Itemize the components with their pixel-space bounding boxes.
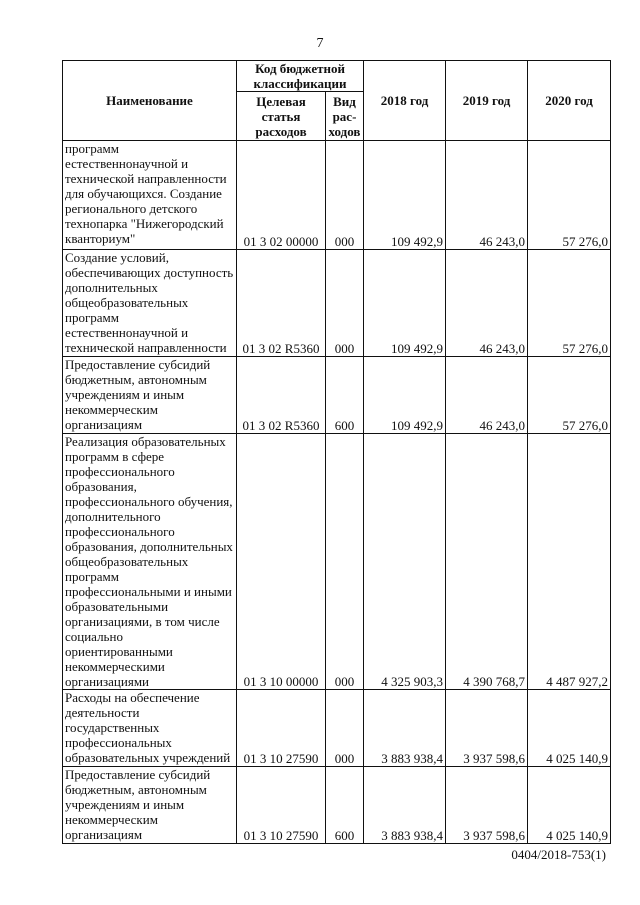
row-type: 000	[326, 690, 364, 767]
page-number: 7	[316, 36, 324, 51]
row-value-2020: 4 487 927,2	[528, 434, 611, 690]
header-year-2019: 2019 год	[446, 61, 528, 141]
row-value-2019: 4 390 768,7	[446, 434, 528, 690]
row-name: Создание условий, обеспечивающих доступность дополнительных общеобразовательных программ естественнонаучной и технической направленности	[63, 250, 237, 357]
row-name: Расходы на обеспечение деятельности государственных профессиональных образовательных учреждений	[63, 690, 237, 767]
budget-table	[62, 60, 611, 844]
row-value-2019: 3 937 598,6	[446, 767, 528, 844]
row-value-2018: 3 883 938,4	[364, 767, 446, 844]
row-name: программ естественнонаучной и технической направленности для обучающихся. Создание регионального детского технопарка "Нижегородский кванториум"	[63, 141, 237, 250]
row-type: 000	[326, 250, 364, 357]
table-row	[63, 434, 611, 690]
header-name: Наименование	[63, 61, 237, 141]
row-value-2019: 46 243,0	[446, 357, 528, 434]
header-expense-type: Вид рас-ходов	[326, 92, 364, 141]
header-target-item: Целевая статья расходов	[237, 92, 326, 141]
row-name: Предоставление субсидий бюджетным, автономным учреждениям и иным некоммерческим организациям	[63, 357, 237, 434]
table-row	[63, 690, 611, 767]
table-row	[63, 141, 611, 250]
row-code: 01 3 02 R5360	[237, 250, 326, 357]
row-value-2019: 46 243,0	[446, 141, 528, 250]
row-value-2020: 57 276,0	[528, 250, 611, 357]
row-value-2019: 46 243,0	[446, 250, 528, 357]
header-code-group: Код бюджетной классификации	[237, 61, 364, 92]
table-row	[63, 767, 611, 844]
row-value-2020: 57 276,0	[528, 141, 611, 250]
row-code: 01 3 10 27590	[237, 690, 326, 767]
row-name: Реализация образовательных программ в сфере профессионального образования, профессионального обучения, дополнительного профессионального образования, дополнительных общеобразовательных программ профессиональными и иными образовательными организациями, в том числе социально ориентированными некоммерческими организациями	[63, 434, 237, 690]
row-value-2018: 3 883 938,4	[364, 690, 446, 767]
row-type: 000	[326, 434, 364, 690]
row-value-2020: 57 276,0	[528, 357, 611, 434]
table-row	[63, 357, 611, 434]
table-header	[63, 61, 611, 141]
row-name: Предоставление субсидий бюджетным, автономным учреждениям и иным некоммерческим организациям	[63, 767, 237, 844]
row-value-2019: 3 937 598,6	[446, 690, 528, 767]
row-value-2018: 109 492,9	[364, 357, 446, 434]
header-year-2018: 2018 год	[364, 61, 446, 141]
row-value-2020: 4 025 140,9	[528, 690, 611, 767]
row-value-2018: 109 492,9	[364, 250, 446, 357]
row-type: 000	[326, 141, 364, 250]
row-value-2018: 4 325 903,3	[364, 434, 446, 690]
row-code: 01 3 10 00000	[237, 434, 326, 690]
row-value-2018: 109 492,9	[364, 141, 446, 250]
row-code: 01 3 02 00000	[237, 141, 326, 250]
row-code: 01 3 02 R5360	[237, 357, 326, 434]
row-code: 01 3 10 27590	[237, 767, 326, 844]
header-year-2020: 2020 год	[528, 61, 611, 141]
row-type: 600	[326, 357, 364, 434]
table-row	[63, 250, 611, 357]
row-type: 600	[326, 767, 364, 844]
document-code: 0404/2018-753(1)	[511, 847, 606, 862]
row-value-2020: 4 025 140,9	[528, 767, 611, 844]
